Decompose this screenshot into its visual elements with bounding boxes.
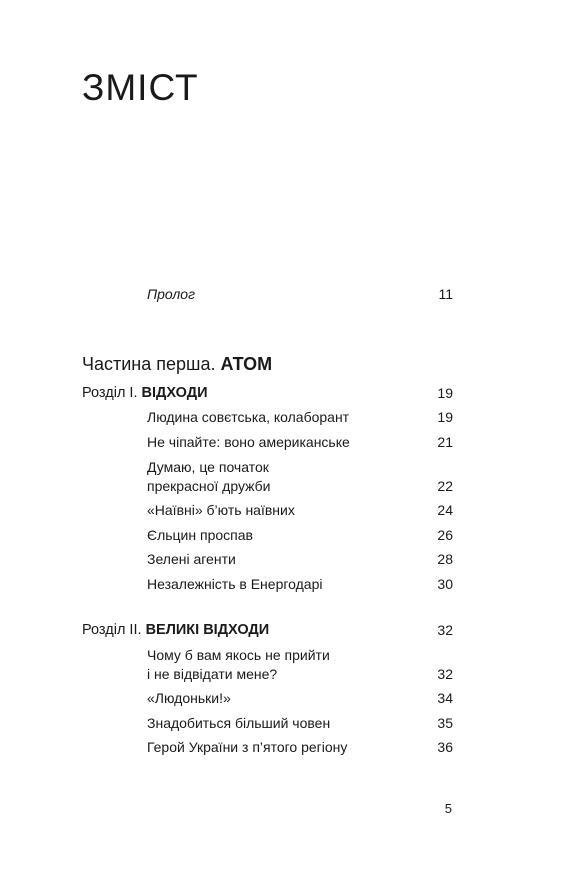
page-number: 5 — [444, 801, 452, 816]
toc-entry-page: 28 — [437, 551, 453, 567]
toc-entry-label: «Людоньки!» — [147, 690, 231, 706]
toc-prologue-page: 11 — [438, 286, 453, 302]
toc-entry-label: Герой України з п’ятого регіону — [147, 739, 348, 755]
toc-entry-label: Людина совєтська, колаборант — [147, 409, 350, 425]
toc-entry-label: Зелені агенти — [147, 551, 236, 567]
toc-entry-label: Знадобиться більший човен — [147, 715, 331, 731]
toc-chapter-2-heading — [82, 621, 269, 639]
toc-chapter-2-page: 32 — [437, 622, 453, 638]
toc-part-prefix: Частина перша. — [82, 354, 216, 374]
toc-chapter-1-heading — [82, 384, 208, 402]
toc-entry-page: 19 — [437, 409, 453, 425]
toc-entry-page: 32 — [437, 666, 453, 682]
toc-chapter-1-prefix: Розділ І. — [82, 385, 138, 401]
toc-entry-page: 30 — [437, 576, 453, 592]
toc-entry-label: Не чіпайте: воно американське — [147, 434, 350, 450]
toc-entry-label: Незалежність в Енергодарі — [147, 576, 323, 592]
toc-entry-label-line2: прекрасної дружби — [147, 478, 271, 494]
toc-entry-page: 22 — [437, 478, 453, 494]
toc-entry-label: «Наївні» б’ють наївних — [147, 502, 295, 518]
toc-entry-label-line1: Чому б вам якось не прийти — [147, 647, 330, 663]
toc-prologue-label: Пролог — [147, 286, 195, 302]
toc-chapter-2-name: ВЕЛИКІ ВІДХОДИ — [145, 622, 270, 638]
toc-chapter-2-prefix: Розділ ІІ. — [82, 622, 142, 638]
toc-entry-page: 35 — [437, 715, 453, 731]
toc-chapter-1-page: 19 — [437, 385, 453, 401]
toc-part-heading — [82, 353, 272, 375]
toc-entry-page: 26 — [437, 527, 453, 543]
toc-entry-label-line2: і не відвідати мене? — [147, 666, 278, 682]
toc-entry-label: Єльцин проспав — [147, 527, 253, 543]
toc-entry-page: 34 — [437, 690, 453, 706]
toc-chapter-1-name: ВІДХОДИ — [141, 385, 208, 401]
toc-entry-page: 21 — [437, 434, 453, 450]
toc-entry-page: 24 — [437, 502, 453, 518]
page-title: ЗМІСТ — [82, 67, 199, 108]
toc-entry-page: 36 — [437, 739, 453, 755]
toc-entry-label-line1: Думаю, це початок — [147, 459, 269, 475]
toc-part-name: АТОМ — [220, 354, 273, 374]
